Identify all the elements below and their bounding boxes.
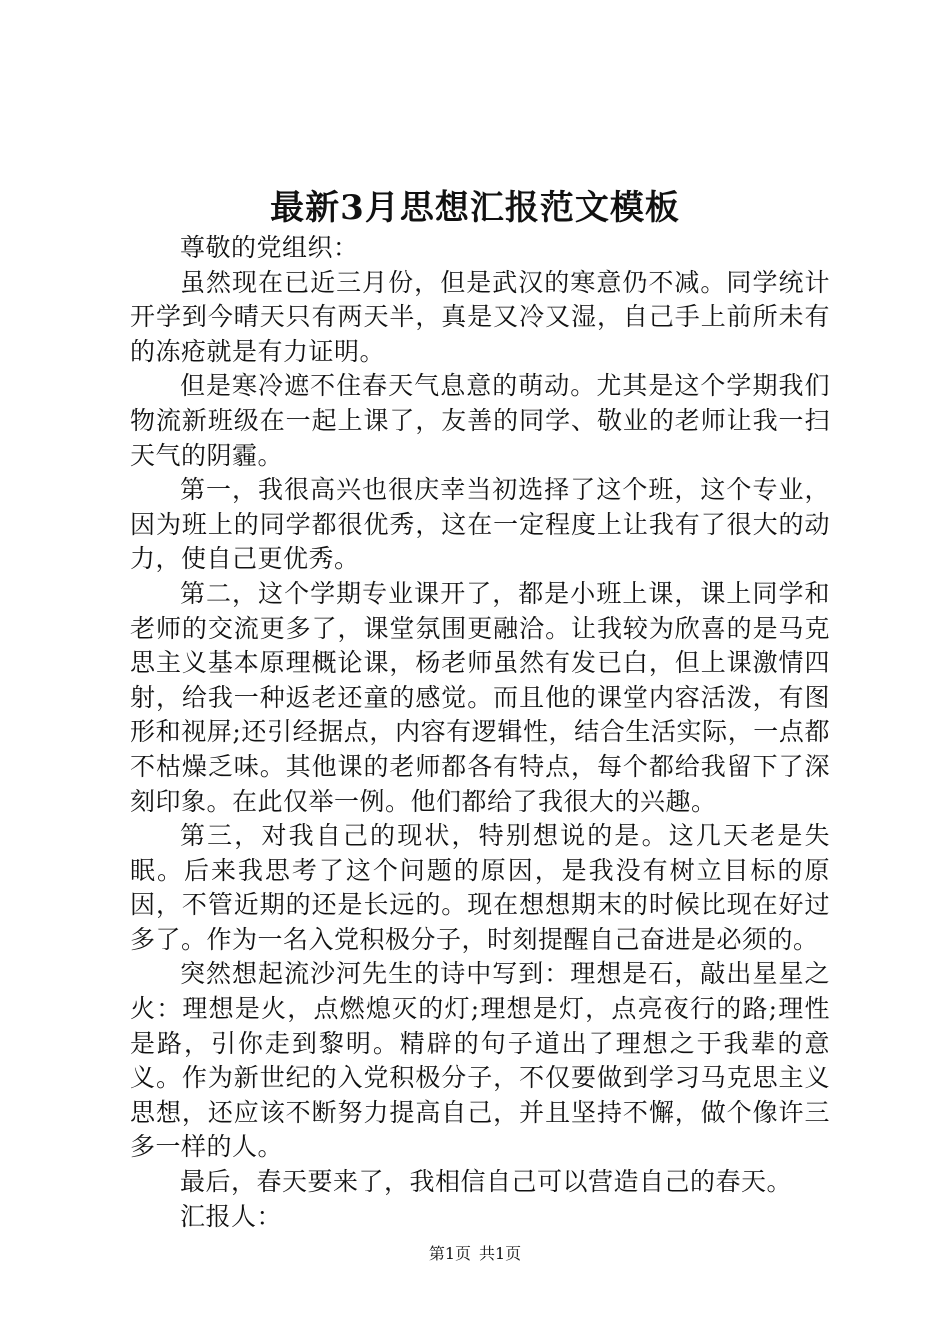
body-paragraph: 第三，对我自己的现状，特别想说的是。这几天老是失眠。后来我思考了这个问题的原因，是我没有树立目标的原因，不管近期的还是长远的。现在想想期末的时候比现在好过多了。作为一名入党积极分子，时刻提醒自己奋进是必须的。 xyxy=(130,821,830,954)
body-paragraph: 第二，这个学期专业课开了，都是小班上课，课上同学和老师的交流更多了，课堂氛围更融洽。让我较为欣喜的是马克思主义基本原理概论课，杨老师虽然有发已白，但上课激情四射，给我一种返老还童的感觉。而且他的课堂内容活泼，有图形和视屏;还引经据点，内容有逻辑性，结合生活实际，一点都不枯燥乏味。其他课的老师都各有特点，每个都给我留下了深刻印象。在此仅举一例。他们都给了我很大的兴趣。 xyxy=(130,578,830,816)
signature-line: 汇报人： xyxy=(180,1201,283,1231)
document-body xyxy=(130,231,830,1234)
closing-paragraph: 最后，春天要来了，我相信自己可以营造自己的春天。 xyxy=(180,1167,793,1197)
document-title: 最新3月思想汇报范文模板 xyxy=(270,188,680,228)
page-footer xyxy=(0,1240,950,1268)
page-number: 第1页 xyxy=(428,1244,471,1263)
body-paragraph: 但是寒冷遮不住春天气息意的萌动。尤其是这个学期我们物流新班级在一起上课了，友善的同学、敬业的老师让我一扫天气的阴霾。 xyxy=(130,371,830,470)
body-paragraph: 第一，我很高兴也很庆幸当初选择了这个班，这个专业，因为班上的同学都很优秀，这在一定程度上让我有了很大的动力，使自己更优秀。 xyxy=(130,475,830,574)
salutation: 尊敬的党组织： xyxy=(180,233,359,262)
body-paragraph: 突然想起流沙河先生的诗中写到：理想是石，敲出星星之火：理想是火，点燃熄灭的灯;理想是灯，点亮夜行的路;理性是路，引你走到黎明。精辟的句子道出了理想之于我辈的意义。作为新世纪的入党积极分子，不仅要做到学习马克思主义思想，还应该不断努力提高自己，并且坚持不懈，做个像许三多一样的人。 xyxy=(130,959,830,1162)
page-total: 共1页 xyxy=(479,1244,522,1263)
body-paragraph: 虽然现在已近三月份，但是武汉的寒意仍不减。同学统计开学到今晴天只有两天半，真是又冷又湿，自己手上前所未有的冻疮就是有力证明。 xyxy=(130,267,830,366)
